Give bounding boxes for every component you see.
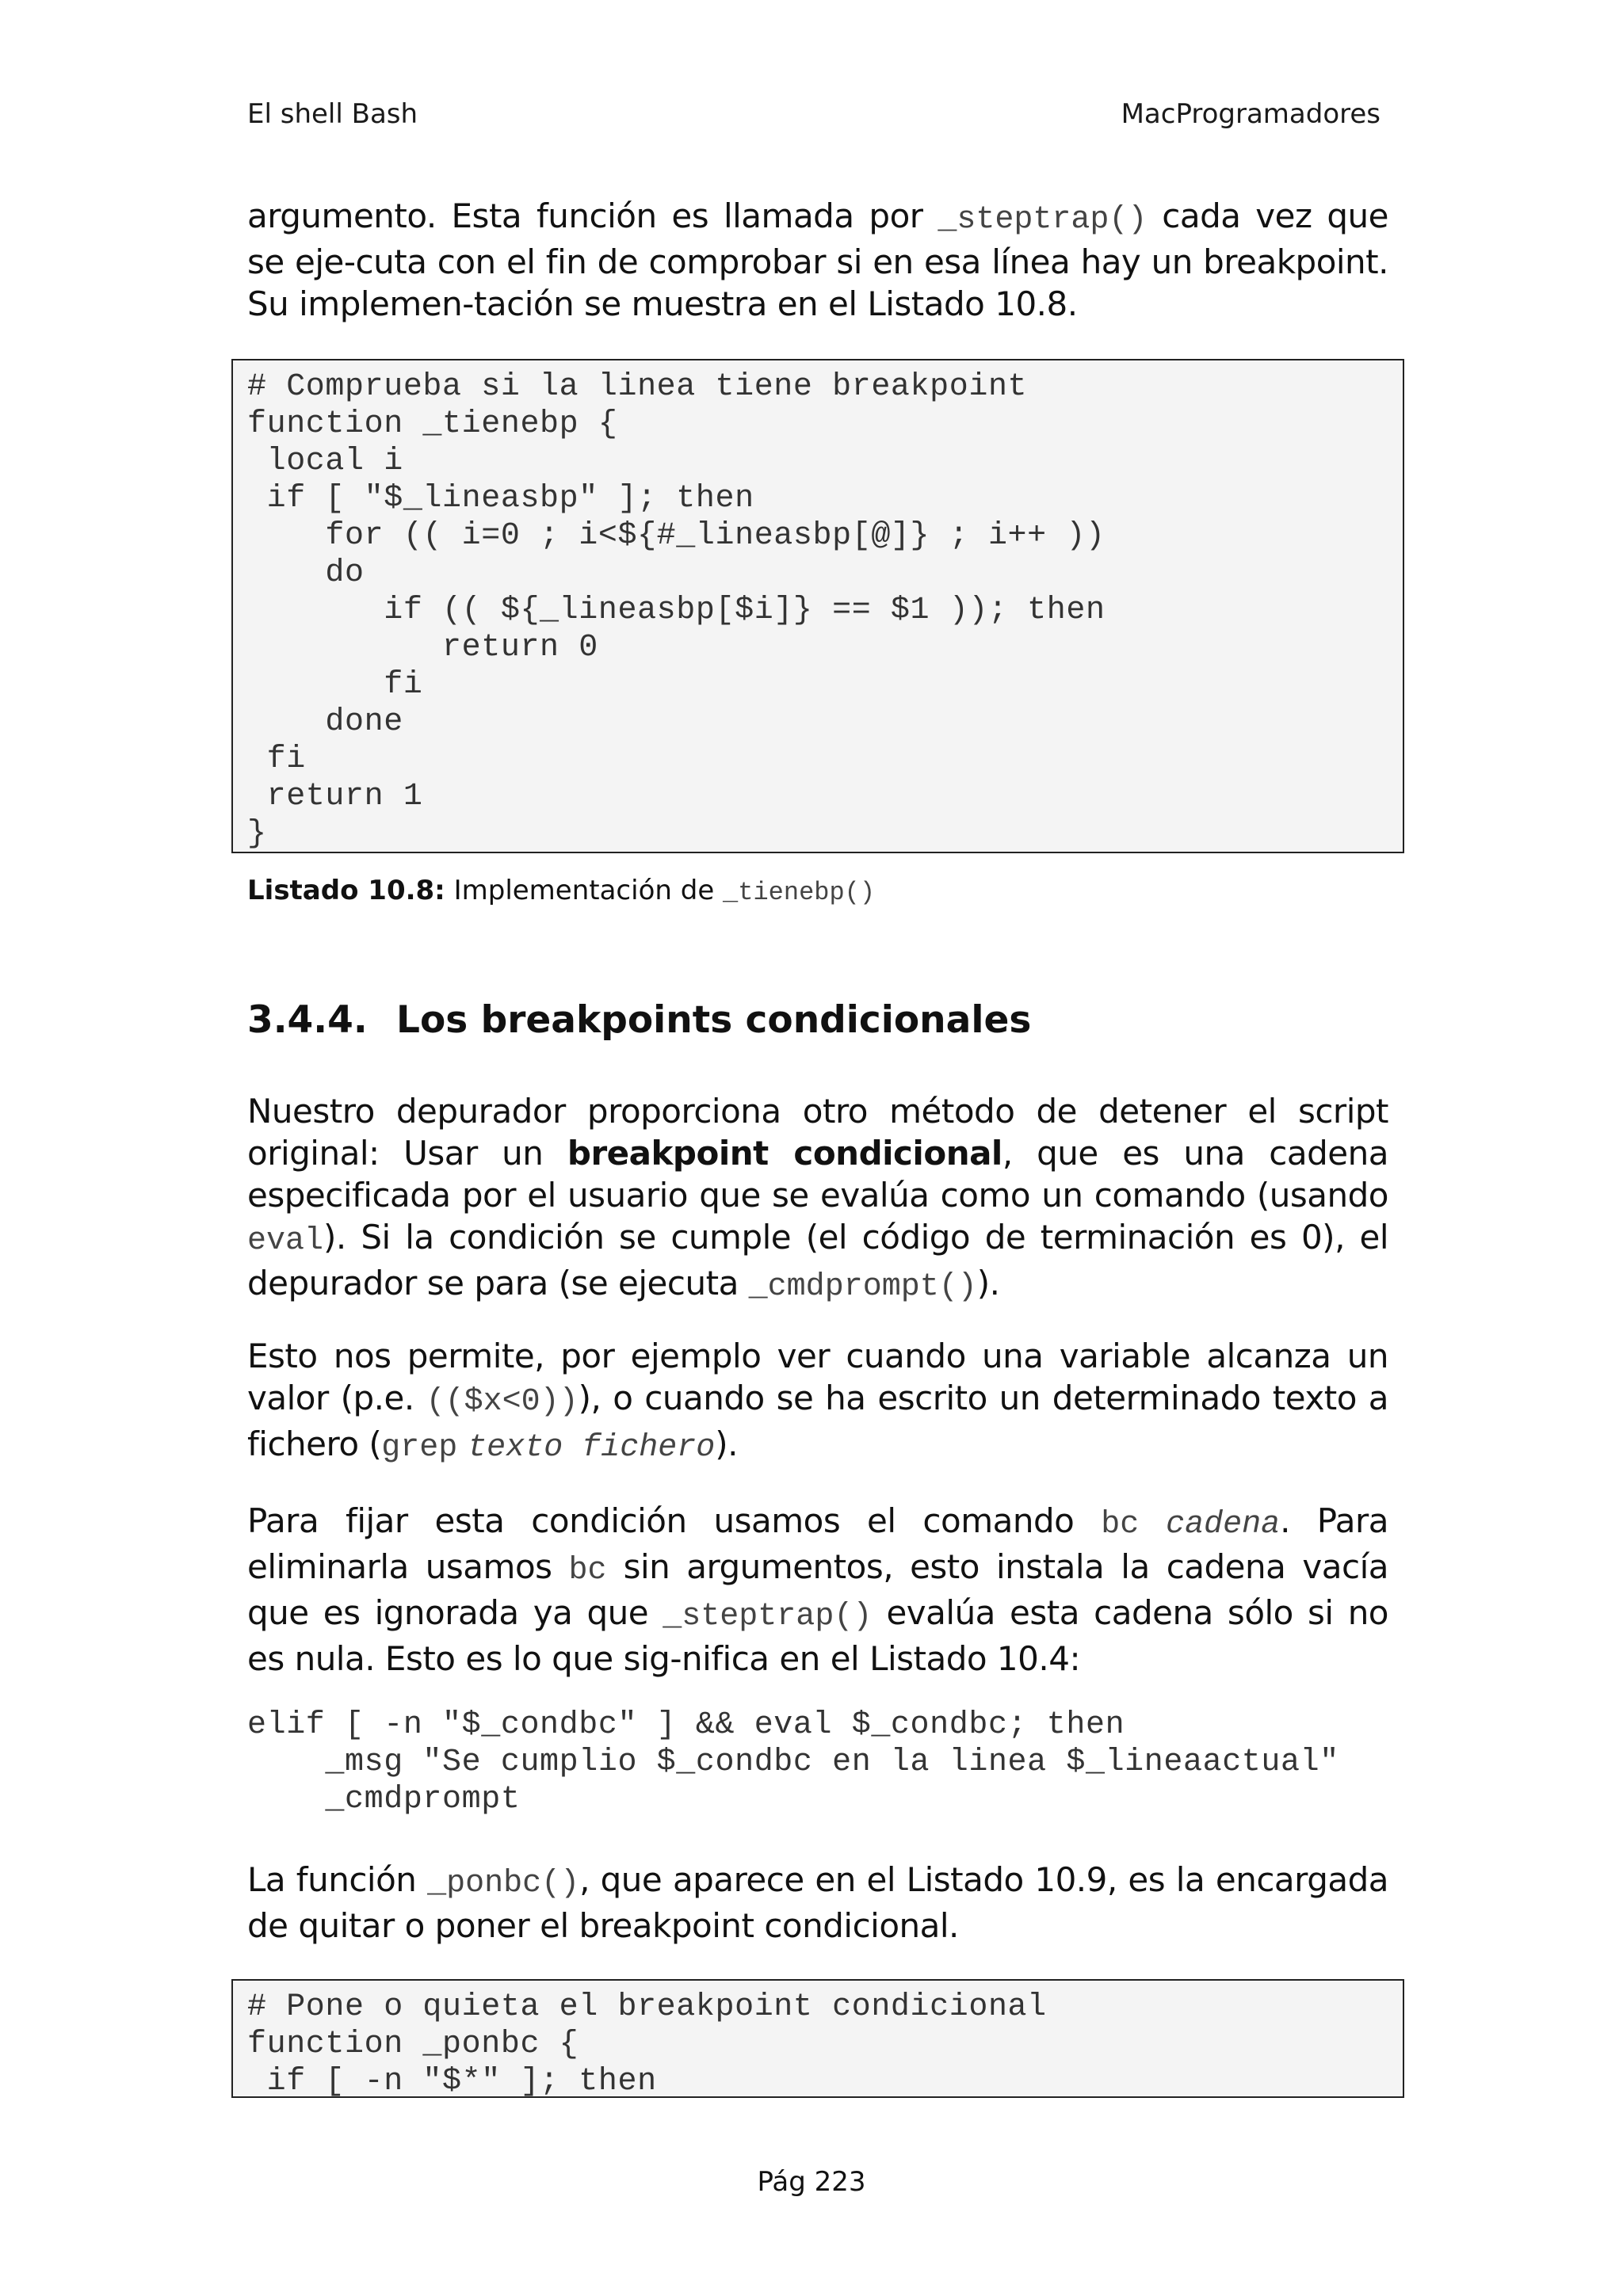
code-line: for (( i=0 ; i<${#_lineasbp[@]} ; i++ )) bbox=[247, 518, 1106, 554]
inline-code: bc bbox=[1101, 1507, 1140, 1543]
inline-code: eval bbox=[247, 1223, 324, 1259]
section-title: Los breakpoints condicionales bbox=[396, 998, 1032, 1042]
section-number: 3.4.4. bbox=[247, 998, 368, 1042]
inline-code-italic: texto fichero bbox=[468, 1430, 716, 1466]
section-heading bbox=[247, 997, 1031, 1044]
code-line: elif [ -n "$_condbc" ] && eval $_condbc; then bbox=[247, 1707, 1125, 1743]
code-line: return 1 bbox=[247, 779, 423, 814]
code-block bbox=[233, 1981, 1403, 2100]
code-line: # Comprueba si la linea tiene breakpoint bbox=[247, 369, 1028, 405]
inline-code: _tienebp() bbox=[723, 878, 876, 907]
code-line: local i bbox=[247, 444, 403, 479]
paragraph-examples bbox=[247, 1335, 1388, 1469]
header-publisher: MacProgramadores bbox=[1121, 98, 1381, 130]
code-line: if [ -n "$*" ]; then bbox=[247, 2064, 657, 2100]
running-header bbox=[247, 97, 1381, 132]
paragraph-bc-command bbox=[247, 1500, 1388, 1680]
paragraph-text: La función _ponbc(), que aparece en el Listado 10.9, es la encargada de quitar o poner el breakpoint condicional. bbox=[247, 1860, 1388, 1945]
inline-code: _steptrap() bbox=[663, 1599, 873, 1634]
inline-code: (($x<0)) bbox=[426, 1384, 579, 1420]
bold-term: breakpoint condicional bbox=[567, 1134, 1002, 1173]
page-footer bbox=[0, 2164, 1623, 2199]
paragraph-conditional-breakpoint bbox=[247, 1090, 1388, 1308]
code-listing-10-8 bbox=[231, 359, 1404, 853]
code-line: done bbox=[247, 704, 403, 740]
inline-code: bc bbox=[568, 1553, 607, 1589]
code-line: fi bbox=[247, 667, 423, 703]
code-block bbox=[233, 360, 1403, 852]
code-line: if [ "$_lineasbp" ]; then bbox=[247, 481, 754, 517]
code-line: } bbox=[247, 816, 267, 852]
inline-code: _ponbc() bbox=[427, 1866, 580, 1901]
code-snippet bbox=[247, 1707, 1339, 1818]
header-book-title: El shell Bash bbox=[247, 98, 418, 130]
code-line: do bbox=[247, 555, 365, 591]
inline-code-italic: cadena bbox=[1166, 1507, 1281, 1543]
inline-code: _steptrap() bbox=[938, 202, 1148, 238]
code-line: if (( ${_lineasbp[$i]} == $1 )); then bbox=[247, 593, 1106, 628]
paragraph-text: Nuestro depurador proporciona otro método de detener el script original: Usar un breakpoint condicional, que es una cadena especificada por el usuario que se evalúa como un comando (usando eval). Si la condición se cumple (el código de terminación es 0), el depurador se para (se ejecuta _cmdprompt()). bbox=[247, 1092, 1388, 1305]
code-line: _cmdprompt bbox=[247, 1782, 521, 1817]
listing-caption: Listado 10.8: Implementación de _tienebp() bbox=[247, 875, 876, 907]
inline-code: grep bbox=[381, 1430, 458, 1466]
caption-label: Listado 10.8: bbox=[247, 875, 445, 906]
code-line: _msg "Se cumplio $_condbc en la linea $_lineaactual" bbox=[247, 1745, 1339, 1780]
paragraph-intro bbox=[247, 195, 1388, 325]
code-listing-10-9 bbox=[231, 1979, 1404, 2098]
code-line: fi bbox=[247, 742, 306, 777]
code-line: function _tienebp { bbox=[247, 406, 618, 442]
paragraph-text: Para fijar esta condición usamos el comando bc cadena. Para eliminarla usamos bc sin argumentos, esto instala la cadena vacía que es ignorada ya que _steptrap() evalúa esta cadena sólo si no es nula. Esto es lo que sig-nifica en el Listado 10.4: bbox=[247, 1501, 1389, 1678]
code-line: # Pone o quieta el breakpoint condicional bbox=[247, 1989, 1047, 2025]
page-number: Pág 223 bbox=[757, 2166, 866, 2198]
code-line: function _ponbc { bbox=[247, 2027, 579, 2062]
paragraph-text: Esto nos permite, por ejemplo ver cuando una variable alcanza un valor (p.e. (($x<0))), o cuando se ha escrito un determinado texto a fichero (grep texto fichero). bbox=[247, 1337, 1388, 1466]
inline-code: _cmdprompt() bbox=[748, 1269, 977, 1305]
paragraph-text: argumento. Esta función es llamada por _steptrap() cada vez que se eje-cuta con el fin de comprobar si en esa línea hay un breakpoint. Su implemen-tación se muestra en el Listado 10.8. bbox=[247, 196, 1388, 323]
code-block bbox=[247, 1707, 1339, 1818]
paragraph-ponbc bbox=[247, 1859, 1388, 1947]
code-line: return 0 bbox=[247, 630, 598, 666]
